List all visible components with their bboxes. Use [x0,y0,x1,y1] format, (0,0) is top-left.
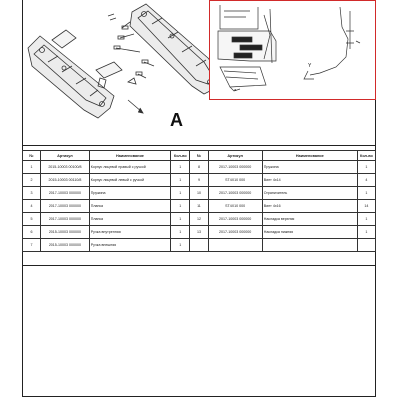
cell: 1 [357,213,375,226]
cell [262,239,357,252]
cell: 4 [23,200,41,213]
cell: 6 [23,226,41,239]
cell: 2017-10003 000000 [208,226,262,239]
cell: 1 [171,161,190,174]
detail-illustration [210,1,377,101]
header-article: Артикул [41,151,90,161]
cell: 2015-10003 00110/8 [41,174,90,187]
section-divider-lower [22,265,376,266]
cell: Ручка внешняя [89,239,170,252]
cell: 2017-10003 000000 [208,187,262,200]
parts-list-table [22,150,376,252]
cell: Винт 4х16 [262,200,357,213]
cell: Ограничитель [262,187,357,200]
cell: 11 [190,200,208,213]
cell: 10 [190,187,208,200]
cell: 7 [23,239,41,252]
table-row [23,187,376,200]
cell: 1 [357,226,375,239]
header-quantity: Кол-во [171,151,190,161]
cell: 1 [357,187,375,200]
cell: Накладка нижняя [262,226,357,239]
cell: 2017-10003 000000 [41,213,90,226]
section-divider [22,145,376,146]
cell: 1 [171,213,190,226]
cell: Планка [89,213,170,226]
header-article-2: Артикул [208,151,262,161]
cell: Корпус лицевой правый с ручкой [89,161,170,174]
cell: Накладка верхняя [262,213,357,226]
cell: 1 [171,239,190,252]
cell [357,239,375,252]
cell: 4 [357,174,375,187]
header-number-2: № [190,151,208,161]
cell: Корпус лицевой левый с ручкой [89,174,170,187]
table-row [23,213,376,226]
cell: 5 [23,213,41,226]
cell [190,239,208,252]
cell: Пружина [89,187,170,200]
cell: 2015-10003 000000 [41,226,90,239]
cell: 9 [190,174,208,187]
cell: 8 [190,161,208,174]
cell: 13 [190,226,208,239]
detail-inset [209,0,376,100]
cell [208,239,262,252]
cell: Винт 4х14 [262,174,357,187]
cell: 2017-10003 000000 [41,187,90,200]
cell: 1 [23,161,41,174]
table-row [23,226,376,239]
detail-label-y: Y [308,63,312,69]
cell: 1 [357,161,375,174]
cell: 3 [23,187,41,200]
cell: Ручка внутренняя [89,226,170,239]
callout-label-a: A [170,110,183,130]
header-name: Наименование [89,151,170,161]
cell: 14 [357,200,375,213]
cell: 2 [23,174,41,187]
detail-label-a: a [234,87,237,92]
header-number: № [23,151,41,161]
cell: 2015-10003 00100/8 [41,161,90,174]
cell: 12 [190,213,208,226]
cell: Пружина [262,161,357,174]
table-row [23,174,376,187]
cell: 1 [171,174,190,187]
table-row [23,239,376,252]
table-row [23,200,376,213]
cell: 2017-10003 000000 [208,161,262,174]
cell: 2017-10003 000000 [41,200,90,213]
header-quantity-2: Кол-во [357,151,375,161]
table-header-row [23,151,376,161]
header-name-2: Наименование [262,151,357,161]
table-row [23,161,376,174]
cell: ST4X10 000 [208,200,262,213]
cell: 1 [171,226,190,239]
cell: Планка [89,200,170,213]
cell: 2015-10003 000000 [41,239,90,252]
cell: 1 [171,187,190,200]
cell: 1 [171,200,190,213]
cell: 2017-10003 000000 [208,213,262,226]
cell: ST4X10 000 [208,174,262,187]
